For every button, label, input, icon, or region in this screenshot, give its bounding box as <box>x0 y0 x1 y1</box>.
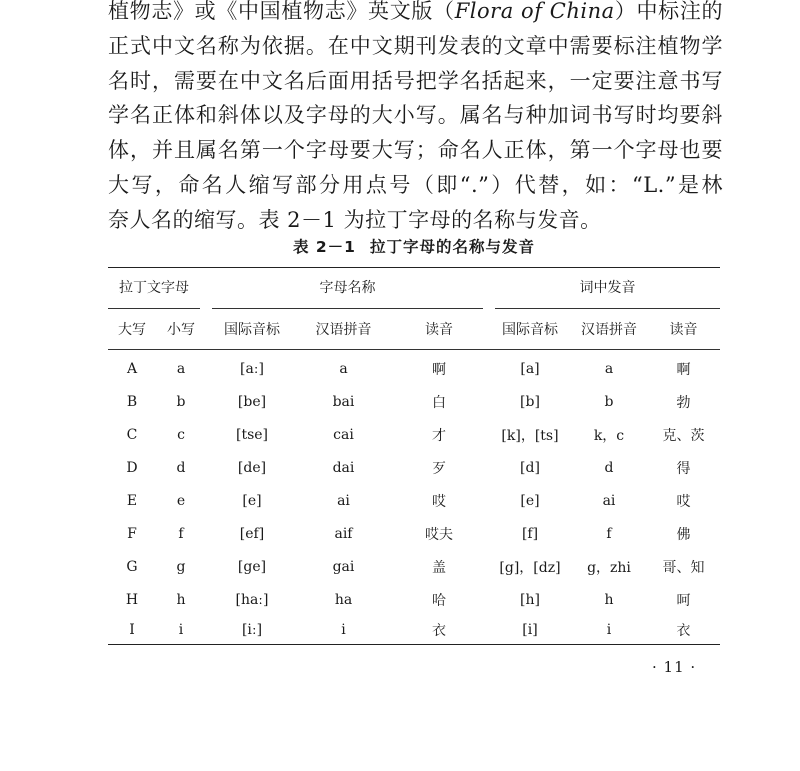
column-header: 国际音标 <box>489 309 571 350</box>
table-row <box>108 484 720 517</box>
column-header: 读音 <box>389 309 489 350</box>
table-cell: [k]，[ts] <box>501 427 559 444</box>
table-cell: [d] <box>520 459 540 476</box>
table-cell: [a] <box>520 360 540 377</box>
table-cell: 克、茨 <box>662 427 705 444</box>
table-cell: F <box>127 525 137 542</box>
table-row <box>108 550 720 583</box>
table-cell: 哈 <box>432 592 446 609</box>
table-cell: ai <box>337 492 350 509</box>
table-cell: [b] <box>520 393 540 410</box>
table-cell: A <box>126 360 138 377</box>
paragraph-line-2: 正式中文名称为依据。在中文期刊发表的文章中需要标注植物学 <box>108 33 723 58</box>
column-header: 小写 <box>156 309 206 350</box>
table-cell: [e] <box>520 492 540 509</box>
table-cell: i <box>571 616 647 645</box>
table-cell: 盖 <box>432 559 446 576</box>
table-cell: e <box>176 492 186 509</box>
table-cell: f <box>178 525 184 542</box>
table-cell: 得 <box>676 460 691 477</box>
table-cell: h <box>176 591 186 608</box>
table-cell: a <box>604 360 614 377</box>
page-number: · 11 · <box>652 658 697 676</box>
table-cell: a <box>339 360 348 377</box>
table-cell: B <box>126 393 138 410</box>
table-cell: 勃 <box>676 394 691 411</box>
paragraph-line-6: 大写，命名人缩写部分用点号（即“.”）代替，如：“L.”是林 <box>108 172 723 197</box>
table-cell: dai <box>332 459 355 476</box>
group-header: 字母名称 <box>212 268 483 309</box>
table-row <box>108 451 720 484</box>
table-cell: 佛 <box>676 526 691 543</box>
column-header: 读音 <box>647 309 720 350</box>
table-cell: b <box>176 393 186 410</box>
table-cell: g，zhi <box>587 559 631 576</box>
group-header: 拉丁文字母 <box>108 268 200 309</box>
table-cell: [ge] <box>237 558 267 575</box>
group-header: 词中发音 <box>495 268 720 309</box>
table-cell: gai <box>332 558 355 575</box>
table-cell: [be] <box>237 393 267 410</box>
table-cell: [ef] <box>239 525 265 542</box>
table-cell: I <box>108 616 156 645</box>
table-cell: 啊 <box>432 361 446 378</box>
table-cell: bai <box>332 393 355 410</box>
paragraph-line-5: 体，并且属名第一个字母要大写；命名人正体，第一个字母也要 <box>108 138 723 163</box>
table-cell: ai <box>602 492 616 509</box>
table-title: 拉丁字母的名称与发音 <box>369 238 535 256</box>
column-header: 汉语拼音 <box>298 309 389 350</box>
table-cell: k，c <box>593 427 625 444</box>
table-cell: 歹 <box>432 460 446 477</box>
table-cell: a <box>176 360 186 377</box>
table-caption <box>108 235 720 257</box>
table-cell: 哎夫 <box>425 526 453 543</box>
table-cell: i <box>156 616 206 645</box>
table-cell: aif <box>334 525 353 542</box>
table-row <box>108 583 720 616</box>
table-cell: i <box>298 616 389 645</box>
column-header: 大写 <box>108 309 156 350</box>
body-paragraph <box>108 0 723 238</box>
table-cell: 衣 <box>647 616 720 645</box>
paragraph-line-7: 奈人名的缩写。表 2－1 为拉丁字母的名称与发音。 <box>108 207 602 232</box>
table-row <box>108 616 720 645</box>
table-cell: 衣 <box>389 616 489 645</box>
table-cell: [f] <box>521 525 539 542</box>
table-cell: [h] <box>520 591 540 608</box>
sub-header-row <box>108 309 720 350</box>
table-cell: g <box>176 558 186 575</box>
table-cell: ha <box>334 591 353 608</box>
table-cell: 白 <box>432 394 446 411</box>
table-row <box>108 517 720 550</box>
column-header: 国际音标 <box>206 309 298 350</box>
table-number: 表 2－1 <box>293 238 356 256</box>
table-cell: [tse] <box>235 426 269 443</box>
table-cell: C <box>126 426 138 443</box>
paragraph-line-4: 学名正体和斜体以及字母的大小写。属名与种加词书写时均要斜 <box>108 103 723 128</box>
table-cell: c <box>177 426 185 443</box>
table-cell: G <box>126 558 138 575</box>
table-cell: [e] <box>242 492 262 509</box>
group-header-row <box>108 268 720 310</box>
table-cell: H <box>125 591 139 608</box>
table-cell: 呵 <box>676 592 691 609</box>
table-cell: d <box>176 459 186 476</box>
table-row <box>108 418 720 451</box>
italic-title: Flora of China <box>454 0 615 23</box>
table-cell: b <box>604 393 614 410</box>
paragraph-line-3: 名时，需要在中文名后面用括号把学名括起来，一定要注意书写 <box>108 68 723 93</box>
table-cell: cai <box>333 426 354 443</box>
column-header: 汉语拼音 <box>571 309 647 350</box>
table-cell: [i] <box>489 616 571 645</box>
table-row <box>108 385 720 418</box>
table-body <box>108 350 720 645</box>
table-cell: [de] <box>237 459 267 476</box>
table-cell: [iː] <box>206 616 298 645</box>
table-cell: 哥、知 <box>662 559 705 576</box>
table-cell: 哎 <box>676 493 691 510</box>
table-cell: h <box>604 591 614 608</box>
paragraph-line-1: 植物志》或《中国植物志》英文版（Flora of China）中标注的 <box>108 0 724 23</box>
table-cell: E <box>126 492 138 509</box>
latin-alphabet-table <box>108 267 720 645</box>
table-cell: 才 <box>432 427 446 444</box>
table-cell: [haː] <box>235 591 269 608</box>
table-cell: f <box>606 525 612 542</box>
table-cell: 哎 <box>432 493 446 510</box>
table-row <box>108 350 720 386</box>
table-cell: [aː] <box>240 360 264 377</box>
table-cell: [g]，[dz] <box>499 559 561 576</box>
table-cell: d <box>604 459 614 476</box>
table-cell: D <box>126 459 138 476</box>
table-cell: 啊 <box>676 361 691 378</box>
